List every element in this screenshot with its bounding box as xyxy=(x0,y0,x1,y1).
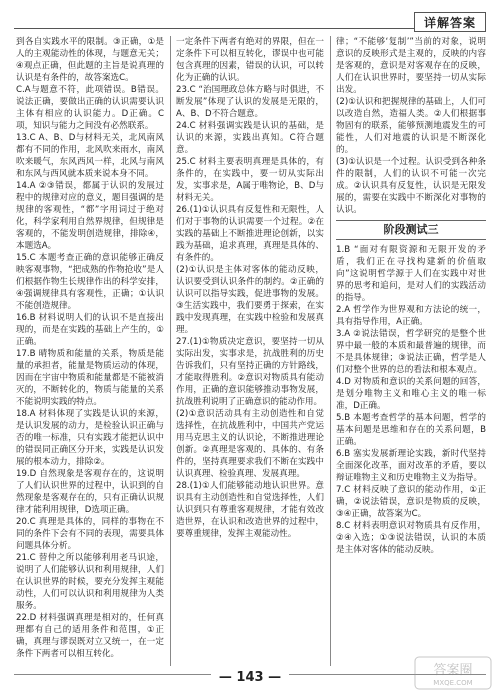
header-rule xyxy=(14,14,414,29)
answer-paragraph: 18.A 材料体现了实践是认识的来源，是认识发展的动力，是检验认识正确与否的唯一标准，只有实践才能把认识中的错误同正确区分开来，实践是认识发展的根本动力，排除②。 xyxy=(16,409,164,467)
answer-paragraph: 14.A ②③错误，都属于认识的发展过程中的规律对应的意义，题目强调的是规律的客观性，“都”字用词过于绝对化，科学家利用自然界规律，但规律是客观的，不能发明创造规律，排除④，本题选A。 xyxy=(16,181,164,251)
answer-paragraph: 21.C 替仲之所以能够利用老马识途，说明了人们能够认识和利用规律，人们在认识世界的时候，要充分发挥主观能动性，人们可以认识和利用规律为人类服务。 xyxy=(16,553,164,611)
column-divider xyxy=(330,36,331,666)
header-title: 详解答案 xyxy=(414,12,486,32)
answer-columns xyxy=(16,36,486,666)
page-number-text: — 143 — xyxy=(211,670,289,685)
answer-paragraph: 15.C 本题考查正确的意识能够正确反映客观事物，“把成熟的作物抢收”是人们根据作物生长规律作出的科学安排，④强调规律具有客观性，正确；①认识不能创造规律。 xyxy=(16,253,164,311)
answer-paragraph: 到各自实践水平的限制。③正确，①是人的主观能动性的体现，与题意无关；④观点正确，但此题的主旨是说真理的认识是有条件的，故答案选C。 xyxy=(16,37,164,83)
answer-paragraph: 7.C 材料反映了意识的能动作用，①正确，②说法错误，意识是物质的反映，③④正确，故答案为C。 xyxy=(336,485,486,519)
watermark-subtext: MXQE.COM xyxy=(433,679,473,687)
answer-paragraph: 26.(1)①认识具有反复性和无限性，人们对于事物的认识需要一个过程。②在实践的基础上不断推进理论创新，以实践为基础，追求真理，真理是具体的、有条件的。 xyxy=(176,205,324,263)
answer-paragraph: 1.B “面对有限资源和无限开发的矛盾，我们正在寻找构建新的价值取向”这说明哲学源于人们在实践中对世界的思考和追问，是对人们的实践活动的指导。 xyxy=(336,245,486,303)
answer-paragraph: 16.B 材料说明人们的认识不是直接出现的，而是在实践的基础上产生的，①正确。 xyxy=(16,313,164,347)
column-divider xyxy=(170,36,171,666)
answer-paragraph: (3)①认识是一个过程。认识受到各种条件的限制，人们的认识不可能一次完成。②认识具有反复性，认识是无限发展的，需要在实践中不断深化对事物的认识。 xyxy=(336,157,486,215)
answer-paragraph: 25.C 材料主要表明真理是具体的，有条件的，在实践中，要一切从实际出发，实事求是，A属于唯物论，B、D与材料无关。 xyxy=(176,157,324,203)
answer-paragraph: 19.D 自然现象是客观存在的，这说明了人们认识世界的过程中，认识到的自然现象是客观存在的，只有正确认识规律才能利用规律，D选项正确。 xyxy=(16,469,164,515)
answer-paragraph: 28.(1)①人们能够能动地认识世界。意识具有主动创造性和自觉选择性，人们认识到只有尊重客观规律，才能有效改造世界，在认识和改造世界的过程中，要尊重规律，发挥主观能动性。 xyxy=(176,481,324,539)
answer-paragraph: 一定条件下两者有绝对的界限，但在一定条件下可以相互转化，谬误中也可能包含真理的因素，错误的认识，可以转化为正确的认识。 xyxy=(176,37,324,83)
answer-paragraph: (2)①认识是主体对客体的能动反映，认识要受到认识条件的制约。②正确的认识可以指导实践，促进事物的发展。③生活实践中，我们要勇于探索，在实践中发现真理，在实践中检验和发展真理。 xyxy=(176,265,324,335)
column-right xyxy=(336,36,486,666)
answer-paragraph: 律；“不能够‘复制’”当前的对象，说明意识的反映形式是主观的，反映的内容是客观的，意识是对客观存在的反映，人们在认识世界时，要坚持一切从实际出发。 xyxy=(336,37,486,95)
answer-paragraph: C.A与题意不符，此项错误。B错误。说法正确，要做出正确的认识需要认识主体有相应的认识能力。D正确。C项，知识与能力之间没有必然联系。 xyxy=(16,85,164,131)
answer-paragraph: 3.A ②说法错误，哲学研究的是整个世界中最一般的本质和最普遍的规律，而不是具体规律；③说法正确，哲学是人们对整个世界的总的看法和根本观点。 xyxy=(336,329,486,375)
answer-paragraph: 24.C 材料强调实践是认识的基础，是认识的来源，实践出真知。C符合题意。 xyxy=(176,121,324,155)
answer-paragraph: 22.D 材料强调真理是相对的，任何真理都有自己的适用条件和范围，①正确，真理与谬误既对立又统一，在一定条件下两者可以相互转化。 xyxy=(16,613,164,659)
answer-paragraph: 23.C “治国理政总体方略与时俱进，不断发展”体现了认识的发展是无限的，A、B、D不符合题意。 xyxy=(176,85,324,119)
answer-paragraph: 13.C A、B、D与材料无关，北风南风都有不同的作用，北风吹来雨水，南风吹来暖气，东风西风一样，北风与南风和东风与西风就本质来说本身不同。 xyxy=(16,133,164,179)
answer-paragraph: 5.B 本题考查哲学的基本问题，哲学的基本问题是思维和存在的关系问题，B正确。 xyxy=(336,413,486,447)
answer-paragraph: 6.B 塞实发展新理论实践，新时代坚持全面深化改革，面对改革的矛盾，要以辩证唯物主义和历史唯物主义为指导。 xyxy=(336,449,486,483)
answer-paragraph: 27.(1)①物质决定意识，要坚持一切从实际出发，实事求是，抗战胜利的历史告诉我们，只有坚持正确的方针路线，才能取得胜利。②意识对物质具有能动作用，正确的意识能够推动事物发展，抗战胜利说明了正确意识的能动作用。 xyxy=(176,337,324,407)
answer-paragraph: 4.D 对物质和意识的关系问题的回答，是划分唯物主义和唯心主义的唯一标准，D正确。 xyxy=(336,377,486,411)
answer-paragraph: 17.B 晴物质和能量的关系，物质是能量的承担者，能量是物质运动的体现，因而在宇宙中物质和能量都是不能被消灭的，不断转化的，物质与能量的关系不能说明实践的特点。 xyxy=(16,349,164,407)
column-left xyxy=(16,36,164,666)
column-middle xyxy=(176,36,324,666)
watermark-text: 答案圈 xyxy=(433,663,473,678)
answer-paragraph: (2)①意识活动具有主动创造性和自觉选择性，在抗战胜利中，中国共产党运用马克思主义的认识论，不断推进理论创新。②真理是客观的、具体的、有条件的，坚持真理要求我们不断在实践中认识真理、检验真理、发展真理。 xyxy=(176,409,324,479)
answer-paragraph: (2)①认识和把握规律的基础上，人们可以改造自然，造福人类。②人们根据事物固有的联系，能够预测地震发生的可能性，人们对地震的认识是不断深化的。 xyxy=(336,97,486,155)
watermark-logo-icon xyxy=(414,656,492,690)
answer-paragraph: 2.A 哲学作为世界观和方法论的统一，具有指导作用，A正确。 xyxy=(336,305,486,327)
answer-paragraph: 8.C 材料表明意识对物质具有反作用，②④入选；①③说法错误，认识的本质是主体对客体的能动反映。 xyxy=(336,521,486,555)
section-title: 阶段测试三 xyxy=(336,220,486,240)
answer-paragraph: 20.C 真理是具体的，同样的事物在不同的条件下会有不同的表现，需要具体问题具体分析。 xyxy=(16,517,164,551)
